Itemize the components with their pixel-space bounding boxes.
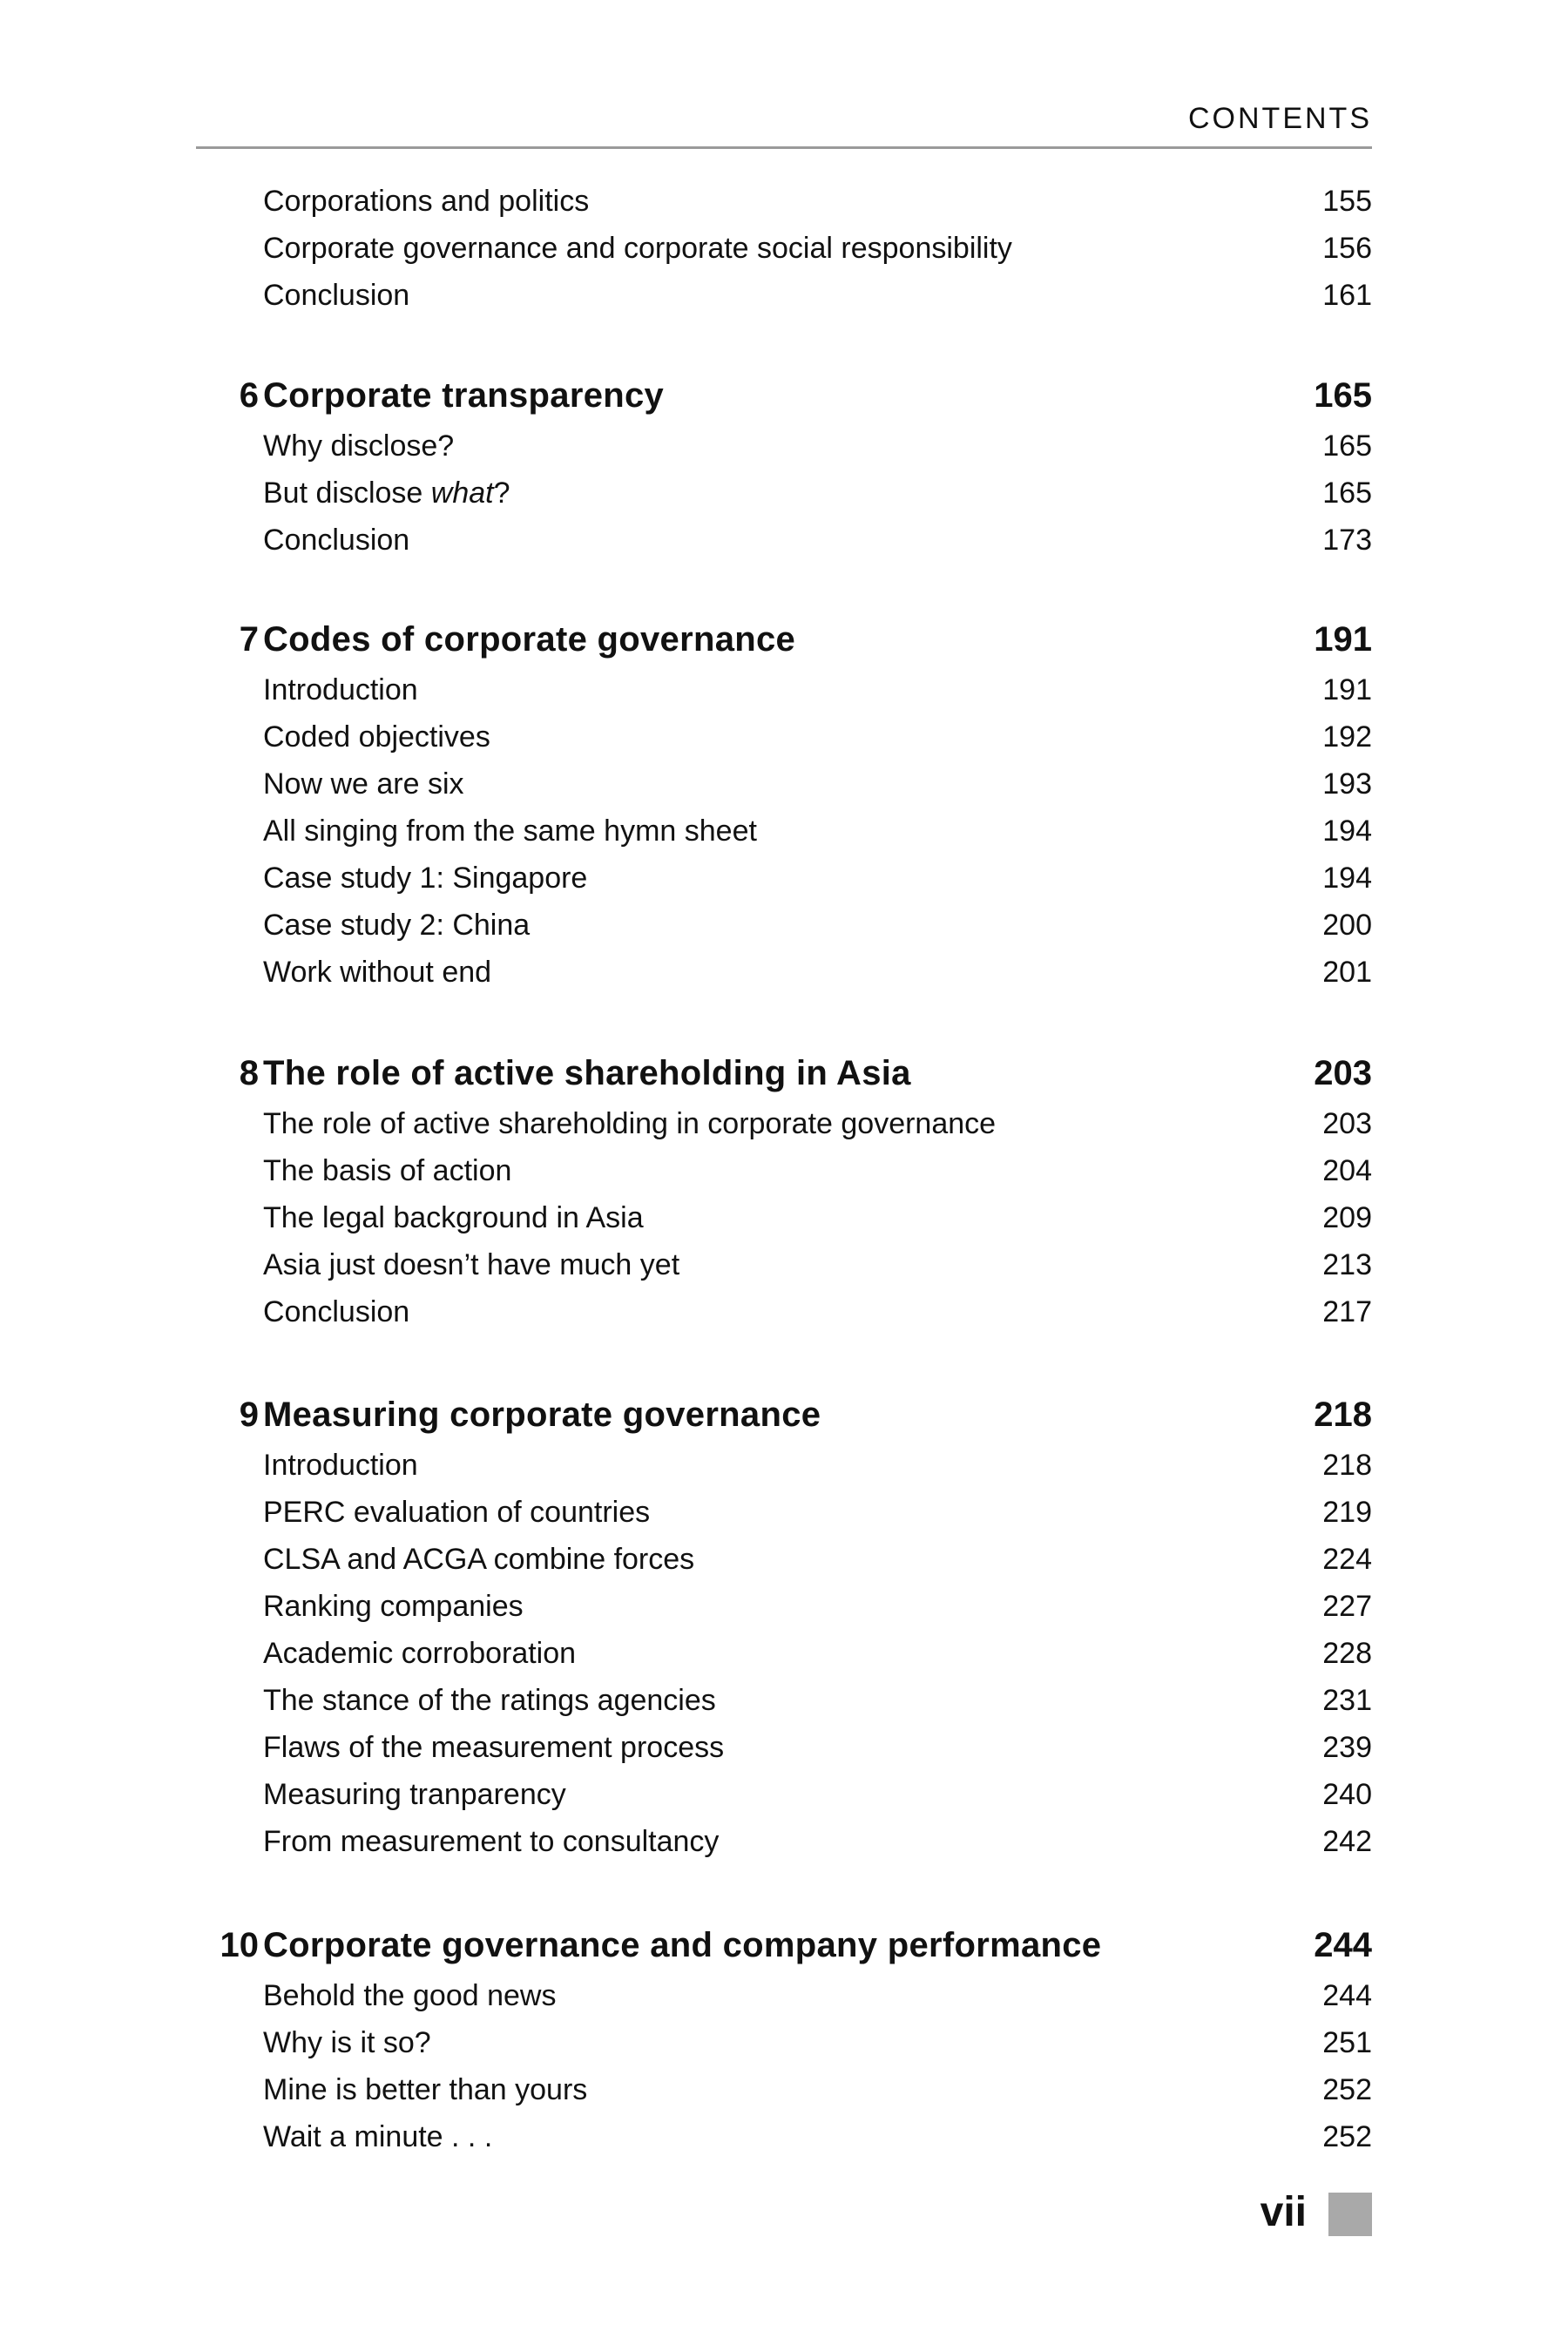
toc-item-label: The role of active shareholding in corporate governance <box>263 1107 997 1140</box>
toc-item-label: Case study 1: Singapore <box>263 862 588 895</box>
chapter-page: 244 <box>1314 1926 1372 1964</box>
toc-item <box>196 670 1372 710</box>
toc-item <box>196 1586 1372 1626</box>
toc-item <box>196 1539 1372 1579</box>
toc-item-page: 192 <box>1322 720 1372 754</box>
chapter-page: 203 <box>1314 1054 1372 1092</box>
folio-page-number: vii <box>1260 2189 1307 2235</box>
toc-item <box>196 275 1372 315</box>
toc-item-label: Asia just doesn’t have much yet <box>263 1248 680 1281</box>
toc-item-label: Behold the good news <box>263 1979 557 2012</box>
toc-item-label: All singing from the same hymn sheet <box>263 814 757 848</box>
toc-item <box>196 2023 1372 2063</box>
toc-item-page: 251 <box>1322 2026 1372 2059</box>
toc-item-label: Case study 2: China <box>263 909 531 942</box>
toc-item <box>196 1198 1372 1238</box>
toc-item-page: 213 <box>1322 1248 1372 1281</box>
chapter-heading-8 <box>196 1051 1372 1096</box>
toc-item-label: Academic corroboration <box>263 1637 577 1670</box>
toc-item-page: 204 <box>1322 1154 1372 1187</box>
toc-item-page: 200 <box>1322 909 1372 942</box>
chapter-title: Corporate transparency <box>263 376 665 415</box>
toc-item-label <box>263 473 510 513</box>
toc-item <box>196 1727 1372 1767</box>
toc-item <box>196 426 1372 466</box>
chapter-number: 9 <box>239 1396 259 1434</box>
toc-item-label: The stance of the ratings agencies <box>263 1684 716 1717</box>
chapter-number: 7 <box>239 620 259 659</box>
toc-item <box>196 717 1372 757</box>
toc-item-label: CLSA and ACGA combine forces <box>263 1543 695 1576</box>
toc-item-page: 156 <box>1322 232 1372 265</box>
toc-item <box>196 1633 1372 1673</box>
toc-item <box>196 181 1372 221</box>
toc-item-page: 194 <box>1322 862 1372 895</box>
toc-item <box>196 952 1372 992</box>
toc-item-label: The basis of action <box>263 1154 512 1187</box>
chapter-title: Measuring corporate governance <box>263 1396 821 1434</box>
toc-item-label: Introduction <box>263 673 418 706</box>
toc-item-page: 227 <box>1322 1590 1372 1623</box>
chapter-heading-10 <box>196 1923 1372 1968</box>
chapter-heading-6 <box>196 373 1372 418</box>
toc-item-label: Why is it so? <box>263 2026 431 2059</box>
toc-item <box>196 2070 1372 2110</box>
toc-item-page: 252 <box>1322 2073 1372 2106</box>
toc-item <box>196 1976 1372 2016</box>
toc-item-label: Mine is better than yours <box>263 2073 588 2106</box>
toc-item-label: From measurement to consultancy <box>263 1825 720 1858</box>
toc-item-label: Why disclose? <box>263 429 455 463</box>
chapter-number: 6 <box>239 376 259 415</box>
toc-item-page: 231 <box>1322 1684 1372 1717</box>
toc-item-page: 193 <box>1322 767 1372 801</box>
toc-item <box>196 2117 1372 2157</box>
chapter-page: 218 <box>1314 1396 1372 1434</box>
toc-item-label: Conclusion <box>263 524 410 557</box>
toc-item <box>196 1680 1372 1720</box>
toc-item <box>196 1821 1372 1862</box>
chapter-title: Codes of corporate governance <box>263 620 796 659</box>
toc-item-page: 240 <box>1322 1778 1372 1811</box>
toc-item-label: Conclusion <box>263 1295 410 1328</box>
toc-item-page: 209 <box>1322 1201 1372 1234</box>
running-header <box>196 98 1372 149</box>
toc-item <box>196 1292 1372 1332</box>
chapter-heading-9 <box>196 1392 1372 1437</box>
toc-item-label: Now we are six <box>263 767 464 801</box>
toc-item <box>196 811 1372 851</box>
chapter-page: 191 <box>1314 620 1372 659</box>
toc-item-label: PERC evaluation of countries <box>263 1496 651 1529</box>
toc-item-label: Introduction <box>263 1449 418 1482</box>
header-title: CONTENTS <box>1188 102 1372 135</box>
toc-item-label: Corporate governance and corporate social responsibility <box>263 232 1012 265</box>
toc-item-page: 203 <box>1322 1107 1372 1140</box>
toc-item <box>196 1445 1372 1485</box>
toc-item <box>196 473 1372 513</box>
toc-item-page: 165 <box>1322 476 1372 510</box>
toc-item-page: 161 <box>1322 279 1372 312</box>
toc-item-page: 244 <box>1322 1979 1372 2012</box>
toc-item-page: 194 <box>1322 814 1372 848</box>
chapter-page: 165 <box>1314 376 1372 415</box>
toc-item-page: 239 <box>1322 1731 1372 1764</box>
toc-item-label: Measuring tranparency <box>263 1778 566 1811</box>
chapter-heading-7 <box>196 617 1372 662</box>
toc-item <box>196 764 1372 804</box>
toc-item-label: Work without end <box>263 956 492 989</box>
toc-item-label: Wait a minute . . . <box>263 2120 493 2153</box>
toc-item-page: 201 <box>1322 956 1372 989</box>
toc-item-page: 155 <box>1322 185 1372 218</box>
toc-item-label: Coded objectives <box>263 720 490 754</box>
toc-item-page: 191 <box>1322 673 1372 706</box>
toc-item <box>196 1245 1372 1285</box>
chapter-title: Corporate governance and company performance <box>263 1926 1102 1964</box>
toc-item-label-emphasis: what <box>430 476 494 510</box>
toc-item-page: 252 <box>1322 2120 1372 2153</box>
toc-item-page: 224 <box>1322 1543 1372 1576</box>
toc-item <box>196 228 1372 268</box>
toc-item <box>196 858 1372 898</box>
toc-item-label: Flaws of the measurement process <box>263 1731 725 1764</box>
toc-item-page: 219 <box>1322 1496 1372 1529</box>
toc-item <box>196 905 1372 945</box>
chapter-number: 8 <box>239 1054 259 1092</box>
toc-item <box>196 1151 1372 1191</box>
toc-item-label-suffix: ? <box>493 476 510 510</box>
toc-item <box>196 1774 1372 1815</box>
toc-item <box>196 1104 1372 1144</box>
toc-item-page: 242 <box>1322 1825 1372 1858</box>
folio-marker-box <box>1328 2193 1372 2236</box>
toc-item-label: Conclusion <box>263 279 410 312</box>
toc-item-page: 228 <box>1322 1637 1372 1670</box>
toc-item <box>196 1492 1372 1532</box>
toc-item-page: 218 <box>1322 1449 1372 1482</box>
chapter-title: The role of active shareholding in Asia <box>263 1054 911 1092</box>
toc-item-page: 173 <box>1322 524 1372 557</box>
toc-item-label: Ranking companies <box>263 1590 524 1623</box>
chapter-number: 10 <box>220 1926 259 1964</box>
toc-item-page: 165 <box>1322 429 1372 463</box>
toc-item-label-prefix: But disclose <box>263 476 431 510</box>
toc-item-page: 217 <box>1322 1295 1372 1328</box>
toc-item-label: The legal background in Asia <box>263 1201 644 1234</box>
toc-item-label: Corporations and politics <box>263 185 590 218</box>
toc-item <box>196 520 1372 560</box>
